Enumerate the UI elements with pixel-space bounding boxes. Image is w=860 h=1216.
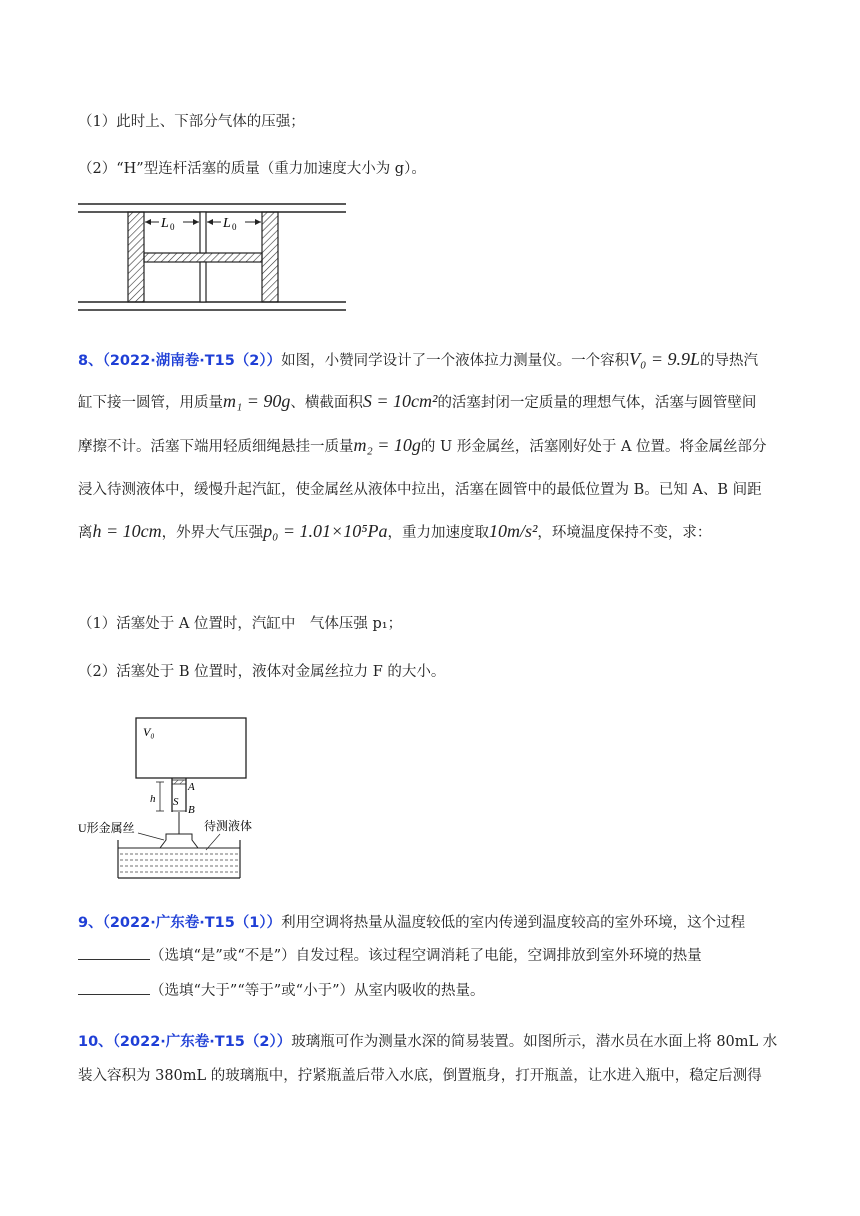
q7-part2: （2）“H”型连杆活塞的质量（重力加速度大小为 g）。 xyxy=(78,161,426,177)
answer-blank-2[interactable] xyxy=(78,980,150,995)
q10-line2: 装入容积为 380mL 的玻璃瓶中，拧紧瓶盖后带入水底，倒置瓶身，打开瓶盖，让水进入瓶中，稳定后测得 xyxy=(78,1068,762,1084)
q8-m1-expr: m₁ = 90g xyxy=(223,391,291,411)
q8-part2: （2）活塞处于 B 位置时，液体对金属丝拉力 F 的大小。 xyxy=(78,664,446,680)
q8-line4: 浸入待测液体中，缓慢升起汽缸，使金属丝从液体中拉出，活塞在圆管中的最低位置为 B。已知 A、B 间距 xyxy=(78,482,762,498)
q9-text: （选填“是”或“不是”）自发过程。该过程空调消耗了电能，空调排放到室外环境的热量 xyxy=(150,948,702,964)
q10-line1 xyxy=(78,1031,777,1053)
h-label: h xyxy=(150,793,156,805)
q8-p0-expr: p₀ = 1.01×10⁵Pa xyxy=(263,521,388,541)
q8-text: 摩擦不计。活塞下端用轻质细绳悬挂一质量 xyxy=(78,439,354,455)
q8-number: 8、 xyxy=(78,353,103,369)
q8-line5 xyxy=(78,520,711,544)
q9-line2 xyxy=(78,945,702,967)
q10-number: 10、 xyxy=(78,1034,113,1050)
answer-blank-1[interactable] xyxy=(78,945,150,960)
q8-v0-expr: V₀ = 9.9L xyxy=(629,349,701,369)
q9-text: （选填“大于”“等于”或“小于”）从室内吸收的热量。 xyxy=(150,983,485,999)
q8-text: 的导热汽 xyxy=(700,353,759,369)
q8-text: 缸下接一圆管，用质量 xyxy=(78,395,223,411)
q8-text: ，重力加速度取 xyxy=(387,525,489,541)
l0-left-label: L xyxy=(161,216,169,231)
liquid-tension-figure xyxy=(78,712,270,882)
q8-text: ，外界大气压强 xyxy=(161,525,264,541)
h-piston-figure xyxy=(76,198,350,316)
q8-part1: （1）活塞处于 A 位置时，汽缸中 气体压强 p₁； xyxy=(78,616,403,632)
l0-left-sub: 0 xyxy=(170,222,175,232)
q8-text: 离 xyxy=(78,525,93,541)
q8-line2 xyxy=(78,390,756,414)
q10-source: （2022·广东卷·T15（2）） xyxy=(112,1034,292,1050)
l0-right-sub: 0 xyxy=(232,222,237,232)
q7-part1: （1）此时上、下部分气体的压强； xyxy=(78,114,305,130)
q9-line3 xyxy=(78,980,484,1002)
a-label: A xyxy=(188,781,195,793)
q8-text: 如图，小赞同学设计了一个液体拉力测量仪。一个容积 xyxy=(281,353,630,369)
q8-s-expr: S = 10cm² xyxy=(362,391,438,411)
q8-g-expr: 10m/s² xyxy=(488,521,538,541)
u-wire-label: U形金属丝 xyxy=(78,821,135,835)
q9-number: 9、 xyxy=(78,915,103,931)
q8-source: （2022·湖南卷·T15（2）） xyxy=(102,353,282,369)
b-label: B xyxy=(188,804,195,816)
q8-text: ，环境温度保持不变，求： xyxy=(537,525,712,541)
q8-h-expr: h = 10cm xyxy=(92,521,162,541)
s-label: S xyxy=(173,796,179,808)
q8-text: 的活塞封闭一定质量的理想气体，活塞与圆管壁间 xyxy=(437,395,757,411)
q8-text: 的 U 形金属丝，活塞刚好处于 A 位置。将金属丝部分 xyxy=(420,439,767,455)
q8-text: 、横截面积 xyxy=(290,395,363,411)
q8-m2-expr: m₂ = 10g xyxy=(353,435,421,455)
q8-line1 xyxy=(78,348,758,372)
q9-source: （2022·广东卷·T15（1）） xyxy=(102,915,282,931)
q8-line3 xyxy=(78,434,767,458)
l0-right-label: L xyxy=(223,216,231,231)
q9-line1 xyxy=(78,912,745,934)
liquid-label: 待测液体 xyxy=(204,819,253,833)
q9-text: 利用空调将热量从温度较低的室内传递到温度较高的室外环境，这个过程 xyxy=(281,915,746,931)
v0-label: V₀ xyxy=(143,725,155,739)
q10-text: 玻璃瓶可作为测量水深的简易装置。如图所示，潜水员在水面上将 80mL 水 xyxy=(291,1034,778,1050)
